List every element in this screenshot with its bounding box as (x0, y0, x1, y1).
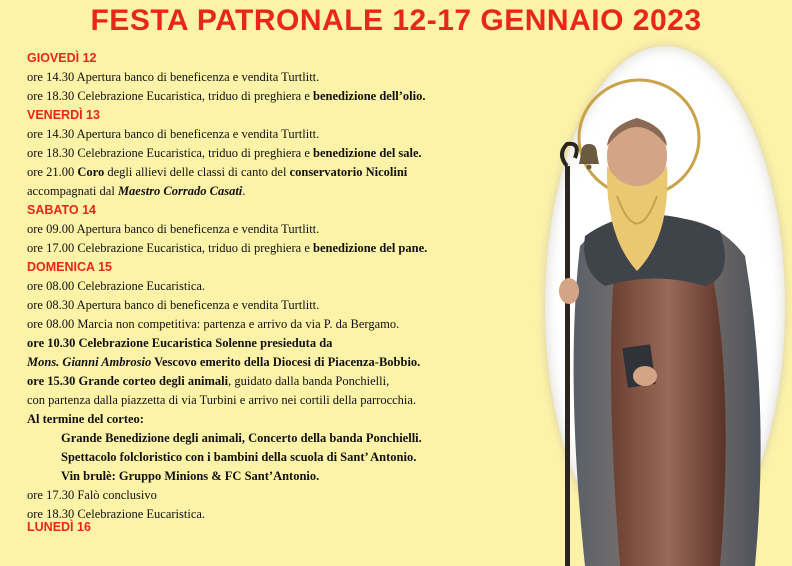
schedule-line-maestro: accompagnati dal Maestro Corrado Casati. (27, 184, 246, 198)
schedule-line: ore 17.30 Falò conclusivo (27, 488, 157, 502)
bishop-line: Mons. Gianni Ambrosio Vescovo emerito della Diocesi di Piacenza-Bobbio. (27, 355, 421, 369)
statue-illustration (545, 46, 785, 566)
day-heading-domenica: DOMENICA 15 (27, 260, 112, 274)
schedule-line: ore 08.30 Apertura banco di beneficenza e vendita Turtlitt. (27, 298, 320, 312)
after-parade-item: Grande Benedizione degli animali, Concerto della banda Ponchielli. (61, 431, 422, 445)
day-heading-sabato: SABATO 14 (27, 203, 97, 217)
schedule-line: ore 18.30 Celebrazione Eucaristica, triduo di preghiera e benedizione del sale. (27, 146, 422, 160)
schedule-line-coro: ore 21.00 Coro degli allievi delle classi di canto del conservatorio Nicolini (27, 165, 408, 179)
parade-line: ore 15.30 Grande corteo degli animali, guidato dalla banda Ponchielli, (27, 374, 390, 388)
poster-title: FESTA PATRONALE 12-17 GENNAIO 2023 (90, 4, 702, 37)
schedule-line: ore 14.30 Apertura banco di beneficenza e vendita Turtlitt. (27, 70, 320, 84)
schedule-line: ore 08.00 Celebrazione Eucaristica. (27, 279, 206, 293)
schedule-line: ore 14.30 Apertura banco di beneficenza e vendita Turtlitt. (27, 127, 320, 141)
after-parade-item: Spettacolo folcloristico con i bambini della scuola di Sant’ Antonio. (61, 450, 417, 464)
schedule-line: ore 18.30 Celebrazione Eucaristica, triduo di preghiera e benedizione dell’olio. (27, 89, 426, 103)
day-heading-venerdi: VENERDÌ 13 (27, 108, 100, 122)
blessing-text: benedizione del sale. (313, 146, 422, 160)
blessing-text: benedizione del pane. (313, 241, 428, 255)
after-parade-heading: Al termine del corteo: (27, 412, 144, 426)
saint-statue-image (545, 46, 785, 566)
after-parade-item: Vin brulè: Gruppo Minions & FC Sant’Antonio. (61, 469, 320, 483)
parade-route-line: con partenza dalla piazzetta di via Turbini e arrivo nei cortili della parrocchia. (27, 393, 417, 407)
day-heading-lunedi: LUNEDÌ 16 (27, 520, 91, 534)
day-heading-giovedi: GIOVEDÌ 12 (27, 51, 97, 65)
schedule-line: ore 08.00 Marcia non competitiva: partenza e arrivo da via P. da Bergamo. (27, 317, 400, 331)
program-schedule (27, 49, 547, 534)
blessing-text: benedizione dell’olio. (313, 89, 426, 103)
solemn-mass-line: ore 10.30 Celebrazione Eucaristica Solenne presieduta da (27, 336, 333, 350)
schedule-line: ore 18.30 Celebrazione Eucaristica. (27, 507, 206, 521)
schedule-line: ore 09.00 Apertura banco di beneficenza e vendita Turtlitt. (27, 222, 320, 236)
schedule-line: ore 17.00 Celebrazione Eucaristica, triduo di preghiera e benedizione del pane. (27, 241, 428, 255)
